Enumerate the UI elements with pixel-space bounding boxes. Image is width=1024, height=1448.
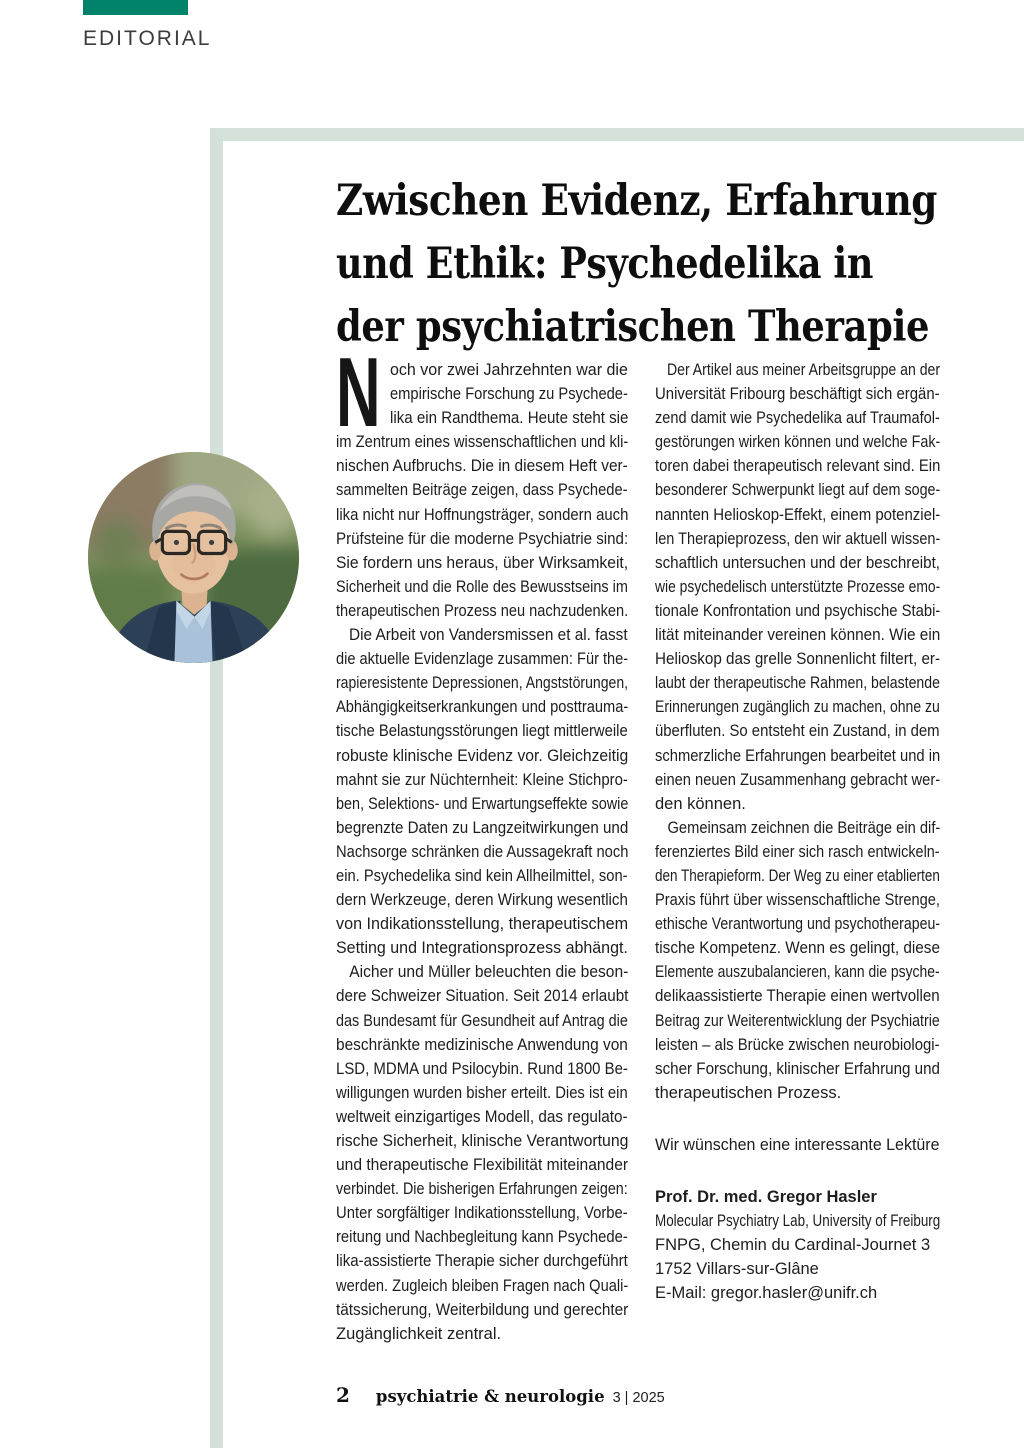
signature-address: [655, 1209, 940, 1305]
body-text-line: therapeutischen Prozess.: [655, 1083, 842, 1102]
article-title: [336, 170, 1024, 359]
body-text-line: Elemente auszubalancieren, kann die psyche-: [655, 963, 940, 982]
body-text-line: nannten Helioskop-Effekt, einem potenziel-: [655, 505, 941, 524]
body-column-left: [336, 358, 628, 1346]
body-text-line: schaftlich untersuchen und der beschreibt,: [655, 553, 941, 572]
body-text-line: Setting und Integrationsprozess abhängt.: [336, 939, 628, 958]
body-text-line: tionale Konfrontation und psychische Stabi-: [655, 601, 941, 620]
body-text-line: rische Sicherheit, klinische Verantwortung: [336, 1132, 629, 1150]
body-text-line: dere Schweizer Situation. Seit 2014 erlaubt: [336, 987, 629, 1006]
body-text-line: und therapeutische Flexibilität miteinander: [336, 1156, 629, 1175]
portrait-illustration: [88, 452, 299, 663]
body-text-line: tische Kompetenz. Wenn es gelingt, diese: [655, 939, 940, 958]
body-text-line: reitung und Nachbegleitung kann Psychede-: [336, 1228, 628, 1247]
body-text-line: verbindet. Die bisherigen Erfahrungen zeigen:: [336, 1180, 628, 1199]
body-text-line: empirische Forschung zu Psychede-: [390, 385, 628, 404]
drop-cap: N: [336, 337, 381, 447]
body-text-line: Die Arbeit von Vandersmissen et al. fasst: [349, 626, 628, 645]
body-text-line: lika nicht nur Hoffnungsträger, sondern auch: [336, 505, 629, 524]
body-text-line: ein. Psychedelika sind kein Allheilmittel, son-: [336, 866, 628, 885]
kicker-label: EDITORIAL: [83, 27, 212, 50]
body-text-line: den können.: [655, 794, 746, 813]
body-text-line: therapeutischen Prozess neu nachzudenken.: [336, 601, 629, 620]
body-text-line: Sie fordern uns heraus, über Wirksamkeit,: [336, 553, 629, 572]
body-text-line: lika-assistierte Therapie sicher durchgeführt: [336, 1252, 628, 1271]
body-text-line: laubt der therapeutische Rahmen, belastende: [655, 674, 940, 693]
body-text-line: wie psychedelisch unterstützte Prozesse emo-: [655, 577, 941, 596]
body-text-line: schmerzliche Erfahrungen bearbeitet und in: [655, 746, 941, 765]
body-text-line: scher Forschung, klinischer Erfahrung und: [655, 1059, 940, 1078]
body-text-line: len Therapieprozess, den wir aktuell wissen-: [655, 529, 941, 548]
article-title-line: der psychiatrischen Therapie: [336, 302, 929, 352]
journal-name: psychiatrie & neurologie: [375, 1387, 605, 1406]
body-text-line: lität miteinander vereinen können. Wie ein: [655, 626, 941, 645]
body-text-line: die aktuelle Evidenzlage zusammen: Für the-: [336, 650, 629, 669]
body-text-line: tätssicherung, Weiterbildung und gerechter: [336, 1300, 629, 1319]
body-text-line: Erinnerungen zugänglich zu machen, ohne zu: [655, 698, 940, 717]
body-text-line: Helioskop das grelle Sonnenlicht filtert, er-: [655, 650, 941, 669]
body-text-line: Zugänglichkeit zentral.: [336, 1324, 502, 1343]
body-text-line: mahnt sie zur Nüchternheit: Kleine Stichpro-: [336, 770, 628, 789]
body-text-line: Aicher und Müller beleuchten die beson-: [349, 963, 629, 982]
signature-line: E-Mail: gregor.hasler@unifr.ch: [655, 1284, 878, 1303]
body-text-line: ethische Verantwortung und psychotherapeu-: [655, 915, 941, 934]
body-paragraphs: [655, 358, 940, 1105]
body-text-line: überfluten. So entsteht ein Zustand, in dem: [655, 722, 940, 741]
body-text-line: das Bundesamt für Gesundheit auf Antrag die: [336, 1011, 628, 1030]
page-footer: [336, 1383, 665, 1407]
signature-line: FNPG, Chemin du Cardinal-Journet 3: [655, 1236, 931, 1255]
body-text-line: weltweit einzigartiges Modell, das regulato-: [336, 1107, 628, 1126]
signature-name: Prof. Dr. med. Gregor Hasler: [655, 1188, 877, 1206]
body-text-line: Nachsorge schränken die Aussagekraft noch: [336, 842, 629, 861]
body-text-line: besonderer Schwerpunkt liegt auf dem soge-: [655, 481, 941, 500]
body-text-line: Unter sorgfältiger Indikationsstellung, Vorbe-: [336, 1204, 628, 1223]
body-text-line: werden. Zugleich bleiben Fragen nach Quali-: [336, 1276, 629, 1295]
body-text-line: einen neuen Zusammenhang gebracht wer-: [655, 770, 941, 789]
body-text-line: leisten – als Brücke zwischen neurobiologi-: [655, 1035, 940, 1054]
body-text-line: och vor zwei Jahrzehnten war die: [390, 361, 628, 379]
body-text-line: Beitrag zur Weiterentwicklung der Psychiatrie: [655, 1011, 940, 1030]
body-text-line: Gemeinsam zeichnen die Beiträge ein dif-: [667, 818, 941, 837]
body-text-line: dern Werkzeuge, deren Wirkung wesentlich: [336, 891, 628, 910]
closing-line: Wir wünschen eine interessante Lektüre: [655, 1135, 940, 1154]
body-text-line: willigungen wurden bisher erteilt. Dies ist ein: [336, 1083, 628, 1102]
body-text-line: Universität Fribourg beschäftigt sich ergän-: [655, 385, 940, 404]
frame-top-band: [210, 128, 1024, 141]
body-text-line: ferenziertes Bild einer sich rasch entwickeln-: [655, 842, 940, 861]
body-text-line: Prüfsteine für die moderne Psychiatrie sind:: [336, 529, 629, 548]
body-text-line: von Indikationsstellung, therapeutischem: [336, 915, 629, 934]
article-title-line: Zwischen Evidenz, Erfahrung: [336, 176, 937, 226]
body-text-line: LSD, MDMA und Psilocybin. Rund 1800 Be-: [336, 1059, 628, 1078]
body-text-line: Praxis führt über wissenschaftliche Strenge,: [655, 891, 940, 910]
body-text-line: den Therapieform. Der Weg zu einer etablierten: [655, 866, 940, 885]
body-text-line: rapieresistente Depressionen, Angststörungen,: [336, 674, 629, 693]
body-text-line: delikaassistierte Therapie einen wertvollen: [655, 987, 940, 1006]
body-text-line: Abhängigkeitserkrankungen und posttrauma-: [336, 698, 629, 717]
body-text-line: nischen Aufbruchs. Die in diesem Heft ver-: [336, 457, 628, 476]
body-text-line: Sicherheit und die Rolle des Bewusstseins im: [336, 577, 628, 596]
spacer: [655, 1157, 940, 1185]
page-number: 2: [336, 1383, 350, 1407]
body-text-line: begrenzte Daten zu Langzeitwirkungen und: [336, 818, 629, 837]
kicker-accent-bar: [83, 0, 188, 15]
body-text-line: gestörungen wirken können und welche Fak-: [655, 433, 941, 452]
issue-number: 3 | 2025: [612, 1390, 665, 1406]
body-text-line: ben, Selektions- und Erwartungseffekte sowie: [336, 794, 629, 813]
author-portrait-photo: [88, 452, 299, 663]
signature-line: 1752 Villars-sur-Glâne: [655, 1260, 819, 1279]
signature-line: Molecular Psychiatry Lab, University of Freiburg: [655, 1212, 941, 1231]
body-text-line: zend damit wie Psychedelika auf Traumafol-: [655, 409, 940, 428]
body-text-line: im Zentrum eines wissenschaftlichen und kli-: [336, 433, 629, 452]
body-text-line: lika ein Randthema. Heute steht sie: [390, 409, 629, 428]
body-text-line: sammelten Beiträge zeigen, dass Psychede-: [336, 481, 628, 500]
body-text-line: robuste klinische Evidenz vor. Gleichzeitig: [336, 746, 629, 765]
body-text-line: Der Artikel aus meiner Arbeitsgruppe an der: [666, 361, 941, 379]
article-title-line: und Ethik: Psychedelika in: [336, 239, 873, 289]
body-text-line: beschränkte medizinische Anwendung von: [336, 1035, 628, 1054]
body-column-right: [655, 358, 940, 1305]
body-text-line: toren dabei therapeutisch relevant sind. Ein: [655, 457, 941, 476]
frame-left-band: [210, 128, 223, 1448]
spacer: [655, 1105, 940, 1133]
body-text-line: tische Belastungsstörungen liegt mittlerweile: [336, 722, 628, 741]
